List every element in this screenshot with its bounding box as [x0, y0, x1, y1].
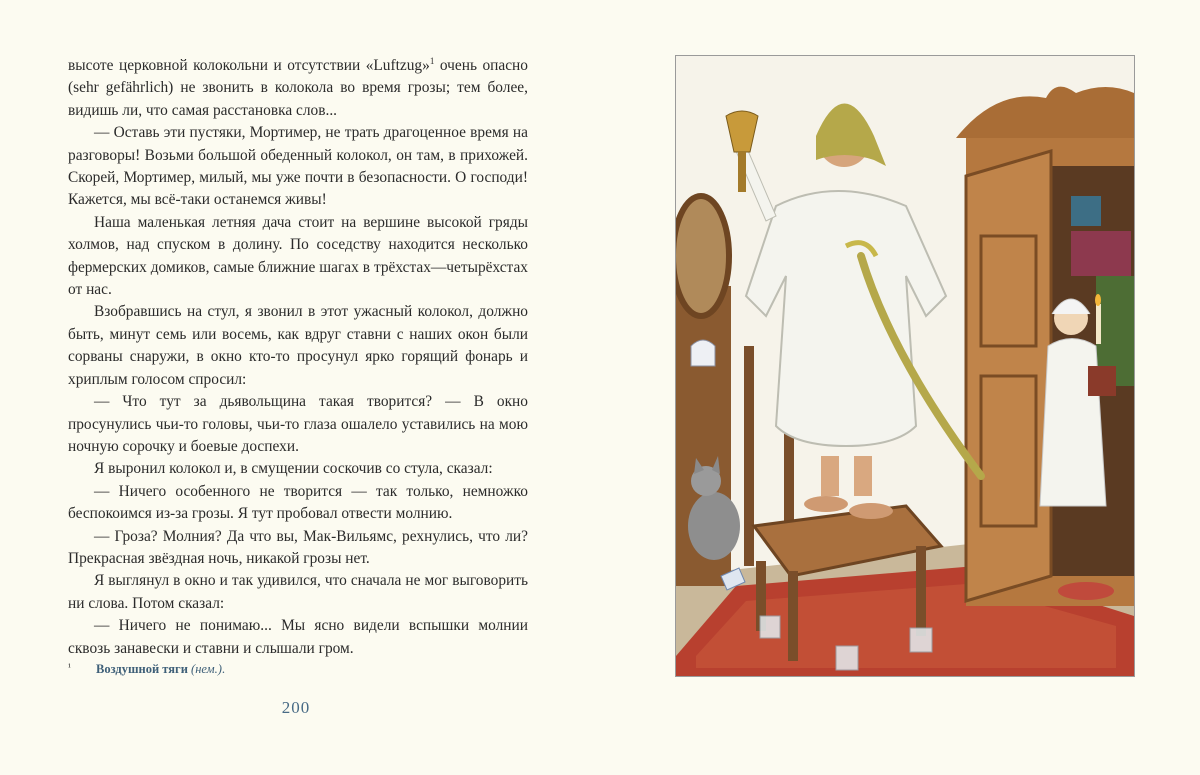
cup-icon [691, 340, 715, 366]
glass-icon [836, 646, 858, 670]
footnote-mark: ¹ [68, 662, 71, 673]
text-column [68, 55, 528, 660]
paragraph-2: — Оставь эти пустяки, Мортимер, не трать драгоценное время на разговоры! Возьми большой обеденный колокол, он там, в прихожей. Скорей, Мортимер, милый, мы уже почти в безопасности. О господи! Кажется, мы всё-таки останемся живы! [68, 124, 528, 209]
paragraph-3: Наша маленькая летняя дача стоит на вершине высокой гряды холмов, над спуском в долину. По соседству находится несколько фермерских домиков, самые ближние шагах в трёхстах—четырёхстах от нас. [68, 213, 528, 299]
glass-icon [910, 628, 932, 652]
paragraph-6: Я выронил колокол и, в смущении соскочив со стула, сказал: [94, 460, 493, 478]
mirror [676, 196, 729, 316]
footnote-ref: 1 [429, 55, 435, 66]
footnote-tail: . [221, 662, 226, 676]
book-icon [1088, 366, 1116, 396]
glass-icon [760, 616, 780, 638]
hanging-clothes [1071, 231, 1131, 276]
wardrobe [956, 87, 1134, 606]
paragraph-1-text-cont: очень опасно (sehr gefährlich) не звонить в колокола во время грозы; тем более, видишь ли, что самая расстановка слов... [68, 57, 528, 119]
paragraph-4: Взобравшись на стул, я звонил в этот ужасный колокол, должно быть, минут семь или восемь, как вдруг ставни с наших окон были сорваны снаружи, в окно кто-то просунул ярко горящий фонарь и хриплым голосом спросил: [68, 303, 528, 388]
paragraph-10: — Ничего не понимаю... Мы ясно видели вспышки молнии сквозь занавески и ставни и слышали гром. [68, 617, 528, 657]
illustration [675, 55, 1135, 677]
paragraph-8: — Гроза? Молния? Да что вы, Мак-Вильямс, рехнулись, что ли? Прекрасная звёздная ночь, никакой грозы нет. [68, 527, 528, 567]
paragraph-9: Я выглянул в окно и так удивился, что сначала не мог выговорить ни слова. Потом сказал: [68, 572, 528, 612]
paragraph-5: — Что тут за дьявольщина такая творится? — В окно просунулись чьи-то головы, чьи-то глаза ошалело уставились на мою ночную сорочку и боевые доспехи. [68, 393, 528, 455]
footnote-text: Воздушной тяги [96, 662, 188, 676]
paragraph-1 [68, 55, 528, 122]
paragraph-1-text: высоте церковной колокольни и отсутствии «Luftzug» [68, 57, 430, 74]
paragraph-7: — Ничего особенного не творится — так только, немножко беспокоимся из-за грозы. Я тут пробовал отвести молнию. [68, 482, 528, 523]
footnote [68, 662, 528, 677]
illustration-drawing [676, 56, 1134, 676]
body-text [68, 55, 528, 660]
page-number: 200 [281, 698, 311, 717]
bell-handle [738, 152, 746, 192]
footnote-note: (нем.) [191, 662, 222, 676]
hat-icon [1071, 196, 1101, 226]
slipper-icon [1058, 582, 1114, 600]
candle-icon [1096, 304, 1101, 344]
